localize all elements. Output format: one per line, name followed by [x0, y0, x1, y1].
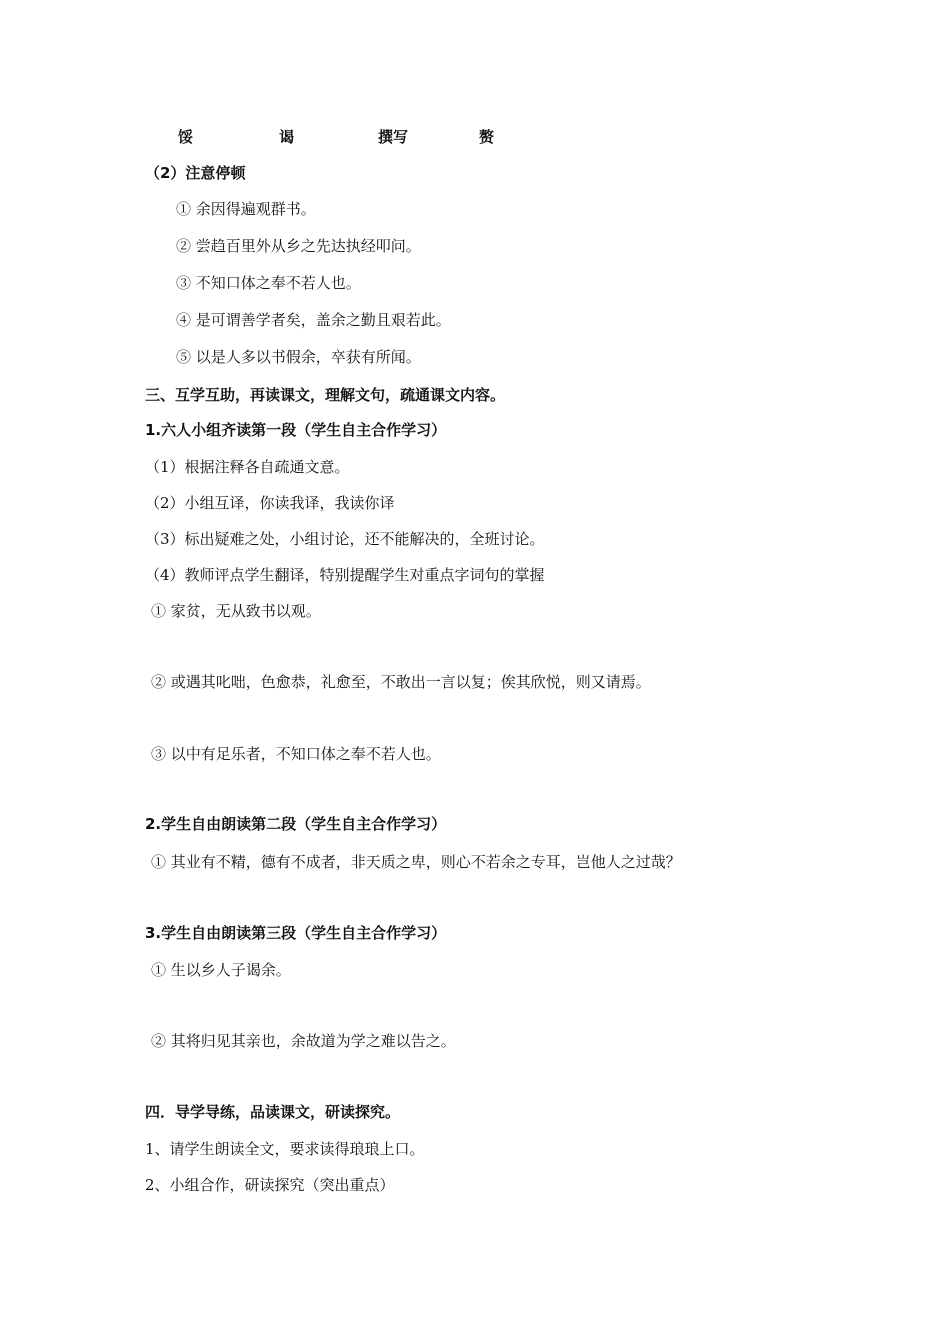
pause-item-5: ⑤ 以是人多以书假余，卒获有所闻。 [176, 348, 421, 366]
vocab-char-2: 谒 [279, 128, 295, 146]
part4-item-2: 2、小组合作，研读探究（突出重点） [145, 1176, 395, 1194]
part3-sub3-sentence-1: ① 生以乡人子谒余。 [151, 961, 291, 979]
part3-sub1-sentence-3: ③ 以中有足乐者，不知口体之奉不若人也。 [151, 745, 441, 763]
part3-sub1-step-4: （4）教师评点学生翻译，特别提醒学生对重点字词句的掌握 [145, 566, 545, 584]
part3-sub3-heading: 3.学生自由朗读第三段（学生自主合作学习） [145, 924, 447, 942]
part3-sub1-heading: 1.六人小组齐读第一段（学生自主合作学习） [145, 421, 447, 439]
vocab-row [0, 127, 950, 147]
pause-heading: （2）注意停顿 [145, 164, 246, 182]
part3-sub2-heading: 2.学生自由朗读第二段（学生自主合作学习） [145, 815, 447, 833]
part3-sub3-sentence-2: ② 其将归见其亲也，余故道为学之难以告之。 [151, 1032, 456, 1050]
part3-sub1-sentence-2: ② 或遇其叱咄，色愈恭，礼愈至，不敢出一言以复；俟其欣悦，则又请焉。 [151, 673, 651, 691]
vocab-char-4: 赘 [479, 128, 495, 146]
pause-item-1: ① 余因得遍观群书。 [176, 200, 316, 218]
pause-item-3: ③ 不知口体之奉不若人也。 [176, 274, 361, 292]
part3-sub1-step-3: （3）标出疑难之处，小组讨论，还不能解决的，全班讨论。 [145, 530, 545, 548]
vocab-char-1: 馁 [178, 128, 194, 146]
part3-sub1-sentence-1: ① 家贫，无从致书以观。 [151, 602, 321, 620]
part3-sub1-step-2: （2）小组互译，你读我译，我读你译 [145, 494, 395, 512]
pause-item-2: ② 尝趋百里外从乡之先达执经叩问。 [176, 237, 421, 255]
part4-item-1: 1、请学生朗读全文，要求读得琅琅上口。 [145, 1140, 425, 1158]
part3-sub1-step-1: （1）根据注释各自疏通文意。 [145, 458, 350, 476]
part3-heading: 三、互学互助，再读课文，理解文句，疏通课文内容。 [145, 386, 506, 404]
part3-sub2-sentence-1: ① 其业有不精，德有不成者，非天质之卑，则心不若余之专耳，岂他人之过哉？ [151, 853, 681, 871]
part4-heading: 四．导学导练，品读课文，研读探究。 [145, 1103, 401, 1121]
vocab-char-3: 撰写 [378, 128, 409, 146]
pause-item-4: ④ 是可谓善学者矣，盖余之勤且艰若此。 [176, 311, 451, 329]
